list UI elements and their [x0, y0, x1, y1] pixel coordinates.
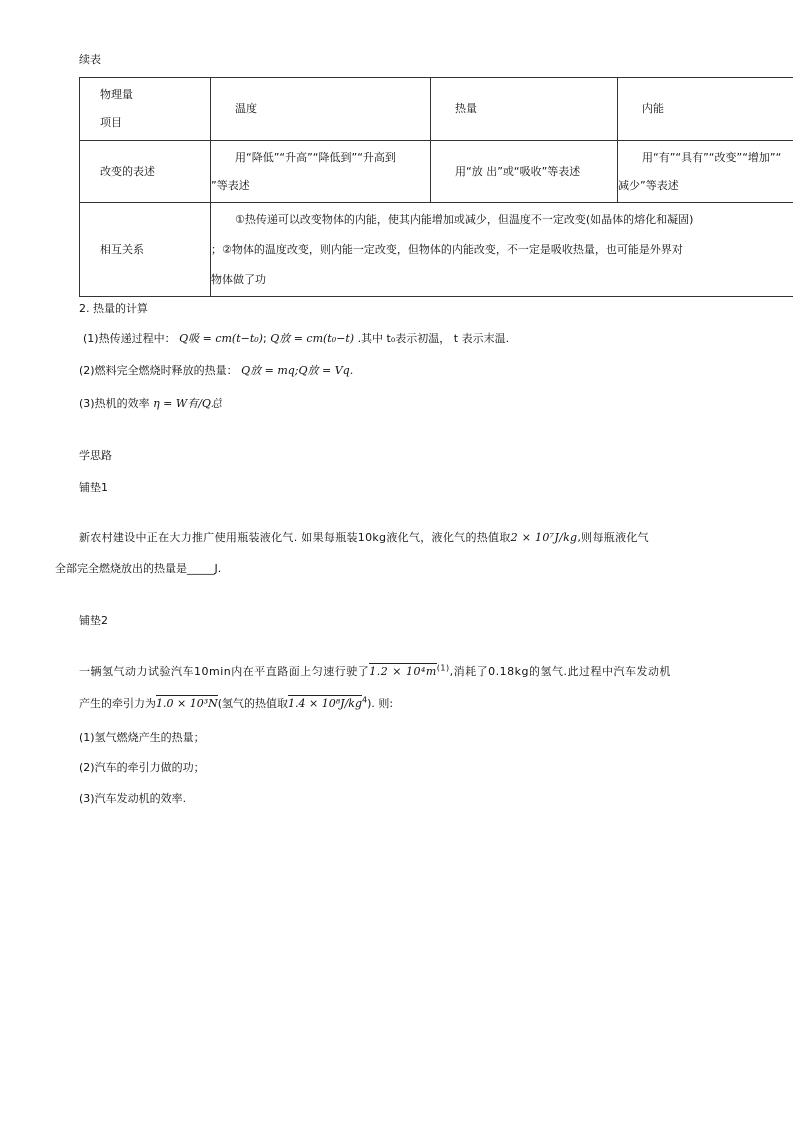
row-relation-label: 相互关系 — [80, 203, 211, 297]
row-relation-line1: ①热传递可以改变物体的内能，使其内能增加或减少，但温度不一定改变(如晶体的熔化和凝固) — [235, 212, 694, 226]
pad1-heat-value: 2 × 10⁷J/kg — [510, 531, 578, 544]
row-change-label: 改变的表述 — [80, 141, 211, 203]
pad1-line2-end: J. — [214, 562, 222, 575]
row-change-temperature-line2: ”等表述 — [211, 178, 250, 192]
learn-path-heading: 学思路 — [79, 449, 112, 462]
corner-top-label: 物理量 — [100, 88, 133, 101]
pad1-line1-end: ,则每瓶液化气 — [577, 531, 649, 544]
pad2-line1 — [79, 663, 671, 679]
question-2: (2)汽车的牵引力做的功； — [79, 761, 205, 774]
formula-1-release: Q放 = cm(t₀−t) — [270, 332, 355, 345]
pad2-heat-value: 1.4 × 10⁸J/kg — [288, 697, 362, 710]
table-row-relation — [80, 203, 793, 297]
formula-1-suffix: .其中 t₀表示初温， t 表示末温. — [357, 332, 510, 345]
pad2-title: 铺垫2 — [79, 614, 108, 627]
pad1-line1-text: 新农村建设中正在大力推广使用瓶装液化气. 如果每瓶装10kg液化气，液化气的热值取 — [79, 531, 511, 544]
table-row-change — [80, 141, 793, 203]
row-change-heat: 用“放 出”或“吸收”等表述 — [431, 141, 618, 203]
row-change-temperature-line1: 用“降低”“升高”“降低到”“升高到 — [235, 150, 396, 164]
row-relation-line3: 物体做了功 — [211, 272, 266, 286]
pad2-force: 1.0 × 10³N — [156, 697, 218, 710]
header-temperature: 温度 — [211, 78, 431, 141]
pad2-heat-mark: 4 — [361, 695, 368, 705]
section-title: 2. 热量的计算 — [79, 302, 148, 315]
corner-bottom-label: 项目 — [100, 116, 122, 129]
formula-3-expr: η = W有/Q总 — [153, 397, 222, 410]
header-internal-energy: 内能 — [618, 78, 793, 141]
pad2-line1-end: ,消耗了0.18kg的氢气.此过程中汽车发动机 — [449, 665, 671, 678]
pad2-distance: 1.2 × 10⁴m — [369, 665, 437, 678]
row-relation-content — [211, 203, 793, 297]
formula-1-absorb: Q吸 = cm(t−t₀) — [179, 332, 263, 345]
pad2-line2-end: ). 则: — [367, 697, 394, 710]
continued-label: 续表 — [79, 53, 101, 66]
formula-2-expr: Q放 = mq;Q放 = Vq. — [241, 364, 354, 377]
formula-item-1: (1)热传递过程中： Q吸 = cm(t−t₀); Q放 = cm(t₀−t) .其中 t₀表示初温， t 表示末温. — [83, 332, 510, 345]
row-change-energy-line1: 用“有”“具有”“改变”“增加”“ — [642, 150, 782, 164]
row-change-temperature — [211, 141, 431, 203]
pad2-distance-mark: (1) — [436, 663, 450, 673]
row-change-energy — [618, 141, 793, 203]
formula-3-prefix: (3)热机的效率 — [79, 397, 150, 410]
answer-blank[interactable]: _____ — [187, 562, 215, 575]
formula-item-3 — [79, 395, 222, 411]
question-1: (1)氢气燃烧产生的热量； — [79, 731, 205, 744]
comparison-table — [79, 77, 793, 297]
header-heat: 热量 — [431, 78, 618, 141]
pad1-line1 — [79, 529, 649, 545]
question-3: (3)汽车发动机的效率. — [79, 792, 187, 805]
row-relation-line2: ；②物体的温度改变，则内能一定改变，但物体的内能改变，不一定是吸收热量，也可能是外界对 — [211, 242, 683, 256]
pad2-line2 — [79, 695, 393, 711]
pad2-line2-mid: (氢气的热值取 — [217, 697, 289, 710]
corner-cell — [80, 78, 211, 141]
pad2-line2-text: 产生的牵引力为 — [79, 697, 156, 710]
pad1-line2 — [55, 560, 221, 576]
formula-2-prefix: (2)燃料完全燃烧时释放的热量： — [79, 364, 238, 377]
formula-1-prefix: (1)热传递过程中： — [83, 332, 176, 345]
pad2-line1-text: 一辆氢气动力试验汽车10min内在平直路面上匀速行驶了 — [79, 665, 370, 678]
pad1-title: 铺垫1 — [79, 481, 108, 494]
formula-item-2 — [79, 362, 353, 378]
table-header-row — [80, 78, 793, 141]
pad1-line2-text: 全部完全燃烧放出的热量是 — [55, 562, 187, 575]
row-change-energy-line2: 减少”等表述 — [618, 178, 679, 192]
